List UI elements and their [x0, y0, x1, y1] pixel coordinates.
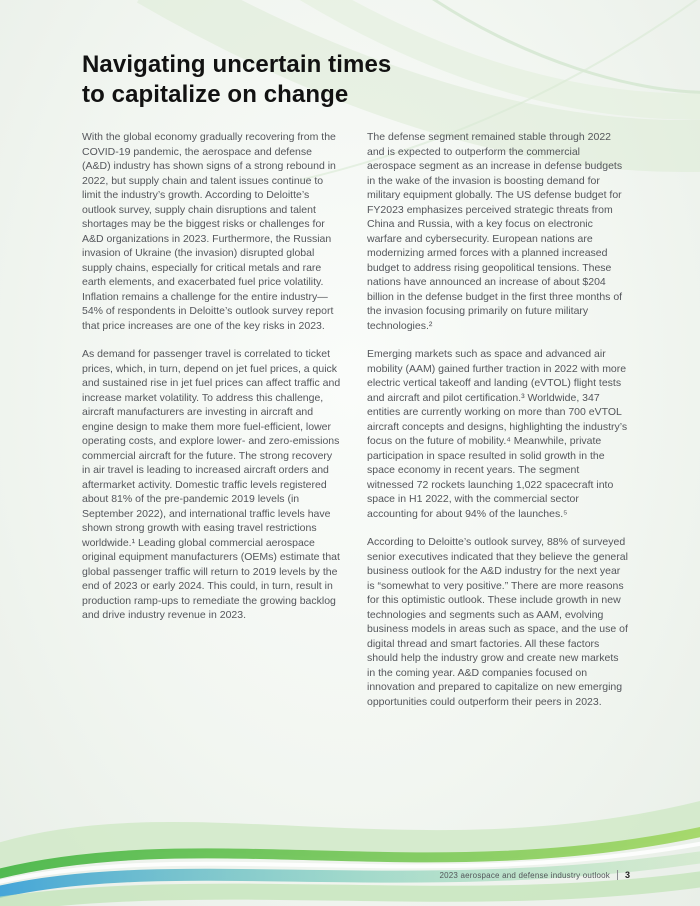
- page-number: 3: [624, 870, 630, 880]
- bottom-wave-decoration: [0, 776, 700, 906]
- two-column-body: [82, 130, 628, 723]
- body-paragraph: As demand for passenger travel is correlated to ticket prices, which, in turn, depend on jet fuel prices, a quick and sustained rise in jet fuel prices can affect traffic and increase market volatility. To address this challenge, aircraft manufacturers are investing in aircraft and engine design to make them more fuel-efficient, lower operating costs, and explore lower- and zero-emissions commercial aircraft for the future. The strong recovery in air travel is leading to increased aircraft orders and aftermarket activity. Domestic traffic levels registered about 81% of the pre-pandemic 2019 levels (in September 2022), and international traffic levels have shown strong growth with easing travel restrictions worldwide.¹ Leading global commercial aerospace original equipment manufacturers (OEMs) estimate that global passenger traffic will return to 2019 levels by the end of 2023 or early 2024. This could, in turn, result in production ramp-ups to remediate the growing backlog and drive industry revenue in 2023.: [82, 348, 341, 621]
- body-paragraph: Emerging markets such as space and advanced air mobility (AAM) gained further traction in 2022 with more electric vertical takeoff and landing (eVTOL) flight tests and aircraft and pilot certification.³ Worldwide, 347 entities are currently working on more than 700 eVTOL aircraft concepts and designs, highlighting the industry’s focus on the future of mobility.⁴ Meanwhile, private participation in space resulted in solid growth in the space economy in recent years. The segment witnessed 72 rockets launching 1,022 spacecraft into space in H1 2022, with the commercial sector accounting for about 94% of the launches.⁵: [367, 348, 628, 520]
- page-title-line-2: to capitalize on change: [82, 81, 349, 108]
- body-paragraph: According to Deloitte’s outlook survey, 88% of surveyed senior executives indicated that they believe the general business outlook for the A&D industry for the next year is “somewhat to very positive.” There are more reasons for this optimistic outlook. These include growth in new technologies and segments such as AAM, evolving business models in areas such as space, and the use of digital thread and smart factories. All these factors should help the industry grow and create new markets in the coming year. A&D companies focused on innovation and prepared to capitalize on new emerging opportunities could outperform their peers in 2023.: [367, 536, 628, 708]
- body-paragraph: The defense segment remained stable through 2022 and is expected to outperform the commercial aerospace segment as an increase in defense budgets in the wake of the invasion is boosting demand for military equipment globally. The US defense budget for FY2023 emphasizes perceived strategic threats from China and Russia, with a key focus on electronic warfare and cybersecurity. European nations are modernizing armed forces with a planned increased budget to address rising geopolitical tensions. These nations have announced an increase of about $204 billion in the defense budget in the first three months of the invasion focusing primarily on future military technologies.²: [367, 131, 623, 332]
- page-title-line-1: Navigating uncertain times: [82, 51, 392, 78]
- footer-report-title: 2023 aerospace and defense industry outlook: [439, 870, 610, 880]
- left-column: [82, 130, 343, 723]
- body-paragraph: With the global economy gradually recovering from the COVID-19 pandemic, the aerospace and defense (A&D) industry has shown signs of a strong rebound in 2022, but supply chain and talent issues continue to limit the industry’s growth. According to Deloitte’s outlook survey, supply chain disruptions and talent shortages may be the biggest risks or challenges for A&D organizations in 2023. Furthermore, the Russian invasion of Ukraine (the invasion) disrupted global supply chains, especially for critical metals and rare earth elements, and exacerbated fuel price volatility. Inflation remains a challenge for the entire industry—54% of respondents in Deloitte’s outlook survey report that price increases are one of the key risks in 2023.: [82, 131, 336, 332]
- footer-divider: [617, 870, 618, 880]
- page-title: [82, 50, 628, 110]
- page-footer: [439, 870, 630, 880]
- right-column: [367, 130, 628, 723]
